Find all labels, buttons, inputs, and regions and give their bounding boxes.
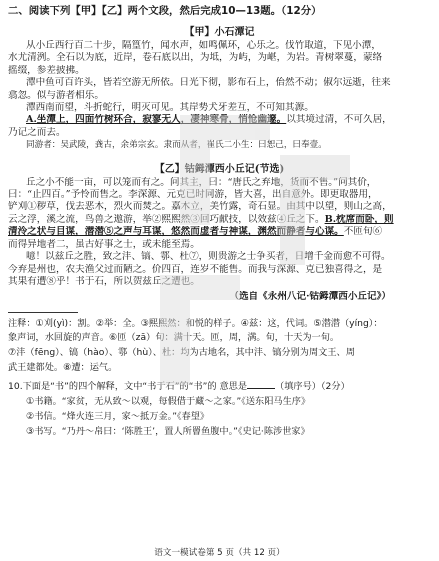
section-heading: 二、阅读下列【甲】【乙】两个文段，然后完成10—13题。（12分） — [8, 5, 322, 17]
q10-option-3: ③书写。“乃丹～帛曰：‘陈胜王’，置人所罾鱼腹中。”《史记·陈涉世家》 — [26, 426, 310, 438]
sentence-a: A.坐潭上，四面竹树环合，寂寥无人，凄神寒骨，悄怆幽邃。 — [26, 114, 287, 126]
jia-p4-rest: 以其境过清，不可久居， — [286, 114, 392, 126]
yi-source: （选自《永州八记·钴鉧潭西小丘记》） — [229, 291, 391, 303]
jia-p1-line2: 水尤清洌。全石以为底，近岸，卷石底以出，为坻，为屿，为嵁，为岩。青树翠蔓，蒙络 — [8, 52, 383, 64]
sentence-b-cont: 清泠之状与目谋，潜潜⑤之声与耳谋，悠然而虚者与神谋，渊然而静者与心谋。 — [8, 226, 344, 238]
note-line2: 象声词，水回旋的声音。⑥匝（zā）旬：满十天。匝，周，满。旬，十天为一旬。 — [8, 332, 340, 344]
yi-line8: 今弃是州也，农夫渔父过而陋之。价四百，连岁不能售。而我与深源、克已独喜得之，是 — [8, 263, 383, 275]
yi-line7: 噫！以兹丘之胜，致之沣、镐、鄠、杜⑦，则贵游之士争买者，日增千金而愈不可得。 — [26, 251, 391, 263]
yi-line3: 铲刈①秽草，伐去恶木，烈火而焚之。嘉木立，美竹露，奇石显。由其中以望，则山之高， — [8, 201, 392, 213]
note-line4: 武王建都处。⑧遭：运气。 — [8, 361, 118, 373]
jia-p2-line1: 潭中鱼可百许头，皆若空游无所依。日光下彻，影布石上，佁然不动；俶尔远逝，往来 — [26, 77, 391, 89]
jia-p4-line2: 乃记之而去。 — [8, 126, 66, 138]
sentence-b-start: B.枕席而卧，则 — [324, 213, 394, 225]
jia-p1-line1: 从小丘西行百二十步，隔篁竹，闻水声，如鸣佩环，心乐之。伐竹取道，下见小潭， — [26, 40, 381, 51]
q10-option-1: ①书籍。“家贫，无从致～以观，每假借于藏～之家。”《送东阳马生序》 — [26, 396, 311, 408]
yi-line5 — [8, 226, 431, 238]
jia-p5: 同游者：吴武陵，龚古，余弟宗玄。隶而从者，崔氏二小生：曰恕己，曰奉壹。 — [26, 140, 327, 151]
note-line1: 注释：①刈(yì)：割。②举：全。③熙熙然：和悦的样子。④兹：这，代词。⑤潜潜（yíng）： — [8, 317, 383, 329]
q10-answer-blank[interactable] — [247, 379, 275, 389]
yi-line4-text: 云之浮，溪之流，鸟兽之遨游，举②熙熙然③回巧献技，以效兹④丘之下。 — [8, 213, 325, 225]
q10-option-2: ②书信。“烽火连三月，家～抵万金。”《春望》 — [26, 411, 210, 423]
yi-line6: 而得异地者二，虽古好事之士，或未能至焉。 — [8, 238, 200, 250]
note-line3: ⑦沣（fēng）、镐（hào）、鄠（hù）、杜：均为古地名，其中沣、镐分别为周文王、周 — [8, 346, 355, 358]
q10-stem-after: （填序号）（2分） — [275, 381, 350, 393]
page-footer: 语文一模试卷第 5 页（共 12 页） — [154, 548, 285, 558]
jia-p2-line2: 翕忽。似与游者相乐。 — [8, 89, 104, 101]
jia-p3-line1: 潭西南而望，斗折蛇行，明灭可见。其岸势犬牙差互，不可知其源。 — [26, 102, 314, 114]
question-10-stem — [8, 379, 431, 394]
yi-line5-rest: 不匝旬⑥ — [343, 226, 383, 238]
yi-line2: 曰：“止四百。”予怜而售之。李深源、元克已时同游，皆大喜，出自意外。即更取器用， — [8, 189, 378, 201]
jia-p4-line1 — [8, 114, 431, 126]
yi-title: 【乙】钴鉧潭西小丘记(节选) — [154, 163, 285, 175]
notes-separator — [8, 312, 78, 313]
q10-stem-before: 10.下面是“书”的四个解释，文中“书于石”的“书”的 意思是 — [8, 381, 248, 393]
yi-line4 — [8, 214, 431, 226]
yi-line9: 其果有遭⑧乎！书于石，所以贺兹丘之遭也。 — [8, 275, 200, 287]
jia-p1-line3: 摇缀，参差披拂。 — [8, 64, 85, 76]
yi-line1: 丘之小不能一亩，可以笼而有之。问其主，曰：“唐氏之弃地，货而不售。”问其价， — [26, 176, 377, 188]
jia-title: 【甲】小石潭记 — [184, 27, 255, 38]
